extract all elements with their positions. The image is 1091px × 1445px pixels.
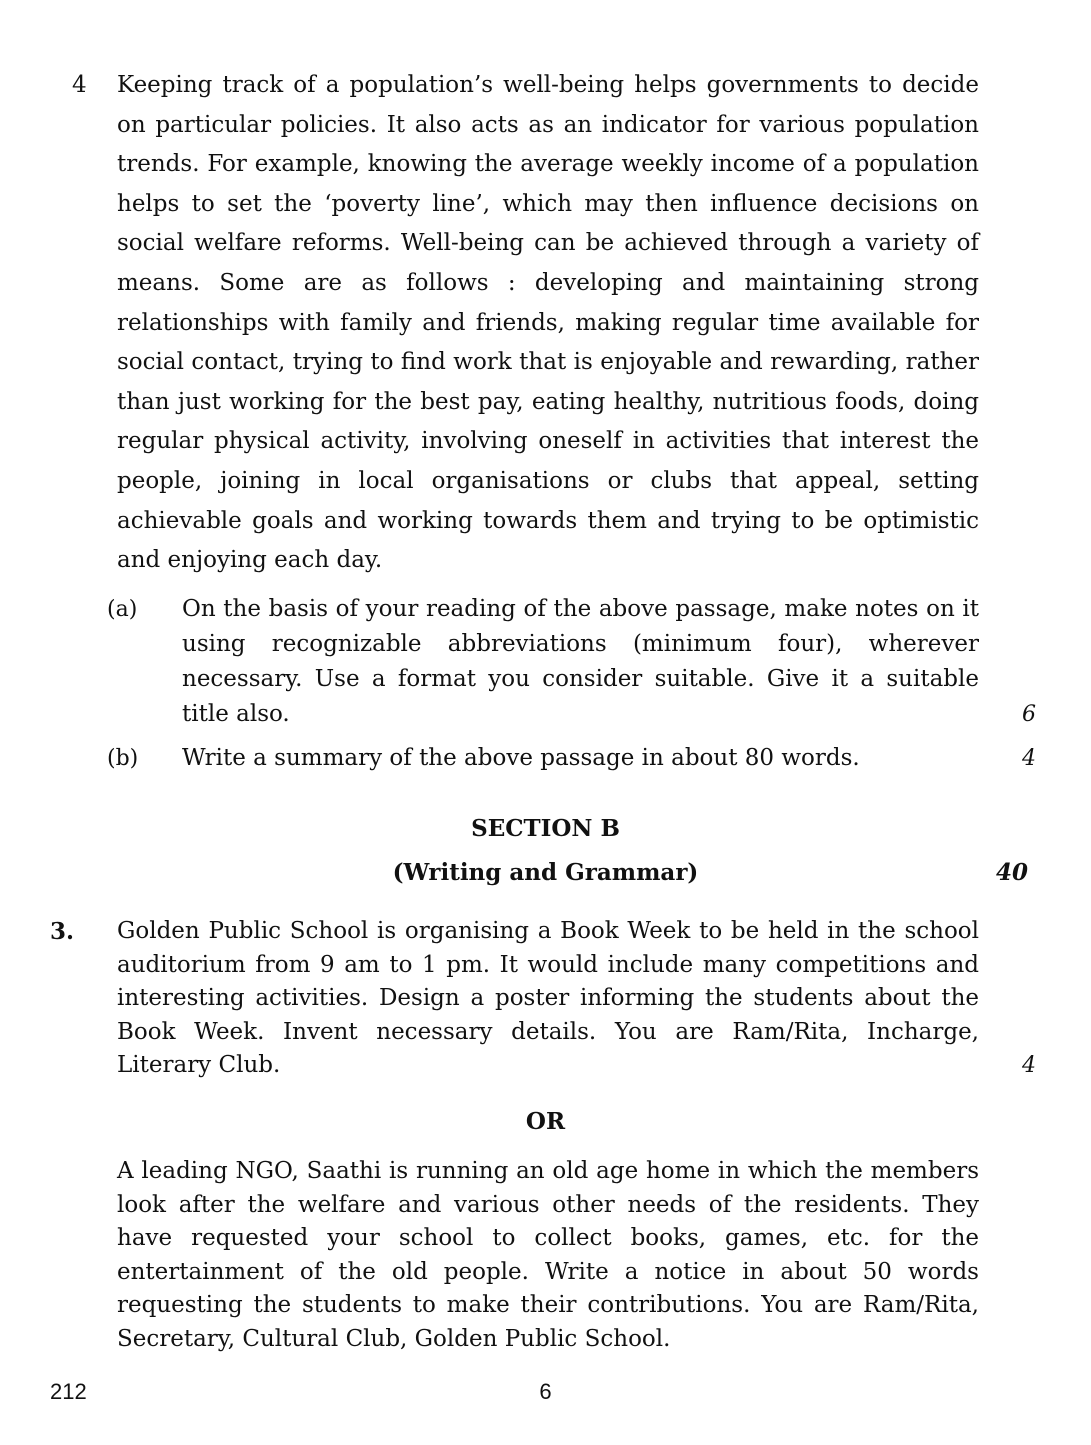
question-a-label: (a) [107,597,138,622]
section-subtitle: (Writing and Grammar) [392,859,699,886]
question-a-text: On the basis of your reading of the above passage, make notes on it using recognizable abbreviations (minimum four), wherever necessary. Use a format you consider suitable. Give it a suitable title also. [182,596,979,727]
section-title: SECTION B [471,815,620,842]
passage-text: Keeping track of a population’s well-being helps governments to decide on particular policies. It also acts as an indicator for various population trends. For example, knowing the average weekly income of a population helps to set the ‘poverty line’, which may then influence decisions on social welfare reforms. Well-being can be achieved through a variety of means. Some are as follows : developing and maintaining strong relationships with family and friends, making regular time available for social contact, trying to find work that is enjoyable and rewarding, rather than just working for the best pay, eating healthy, nutritious foods, doing regular physical activity, involving oneself in activities that interest the people, joining in local organisations or clubs that appeal, setting achievable goals and working towards them and trying to be optimistic and enjoying each day. [117,72,979,574]
question-a-marks: 6 [1022,702,1036,727]
passage-number: 4 [72,72,87,98]
question-b-marks: 4 [1022,746,1036,771]
question-3-marks: 4 [1022,1053,1036,1078]
paper-code: 212 [50,1379,87,1404]
question-3-number: 3. [50,918,75,945]
question-3-text: Golden Public School is organising a Book Week to be held in the school auditorium from 9 am to 1 pm. It would include many competitions and interesting activities. Design a poster informing the students about the Book Week. Invent necessary details. You are Ram/Rita, Incharge, Literary Club. [117,918,979,1078]
page-number: 6 [539,1379,552,1404]
or-label: OR [525,1108,566,1135]
question-3-alternative-text: A leading NGO, Saathi is running an old age home in which the members look after the welfare and various other needs of the residents. They have requested your school to collect books, games, etc. for the entertainment of the old people. Write a notice in about 50 words requesting the students to make their contributions. You are Ram/Rita, Secretary, Cultural Club, Golden Public School. [117,1158,979,1352]
question-b-text: Write a summary of the above passage in about 80 words. [182,745,860,771]
section-marks: 40 [996,859,1029,886]
question-b-label: (b) [107,746,139,771]
